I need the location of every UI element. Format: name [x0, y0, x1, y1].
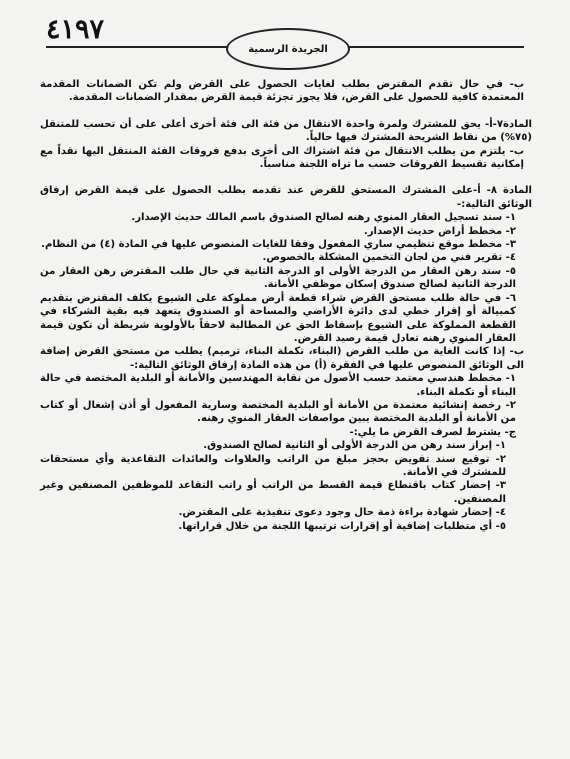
article-7-a: المادة٧-أ- يحق للمشترك ولمرة واحدة الانتقال من فئة الى فئة أخرى أعلى على أن تحسب للمتنقل (٧٥%) من نقاط الشريحة المشترك فيها حالياً.	[40, 118, 532, 144]
list-item: ١- إبراز سند رهن من الدرجة الأولى أو الثانية لصالح الصندوق.	[203, 440, 506, 452]
list-item: ١- مخطط هندسي معتمد حسب الأصول من نقابة المهندسين والأمانة أو البلدية المختصة في حالة البناء أو تكملة البناء.	[40, 373, 516, 398]
list-item: ٤- إحضار شهادة براءة ذمة حال وجود دعوى تنفيذية على المقترض.	[178, 507, 506, 519]
gazette-title-oval	[226, 28, 350, 70]
list-item: ٦- في حالة طلب مستحق القرض شراء قطعة أرض مملوكة على الشيوع يكلف المقترض بتقديم كمبيالة أو إقرار خطي لدى دائرة الأراضي والمساحة أو الصندوق يتعهد فيه بقية الشركاء في القطعة المملوكة على الشيوع بإسقاط الحق عن المطالبة لاحقاً بالأولوية شريطة أن تكون قيمة العقار المنوي رهنه تعادل قيمة رصيد القرض.	[40, 292, 516, 344]
list-item: ٥- أي متطلبات إضافية أو إقرارات ترتيبها اللجنة من خلال قراراتها.	[178, 520, 506, 532]
document-body	[40, 78, 532, 533]
list-item: ٣- إحضار كتاب باقتطاع قيمة القسط من الراتب أو راتب التقاعد للموظفين المصنفين وغير المصنفين.	[40, 480, 506, 505]
article-8-intro: المادة ٨- أ-على المشترك المستحق للقرض عند تقدمه بطلب الحصول على قيمة القرض إرفاق الوثائق التالية:-	[40, 185, 532, 210]
article-8-b: ب- إذا كانت الغاية من طلب القرض (البناء، تكملة البناء، ترميم) يطلب من مستحق القرض إضافة الى الوثائق المنصوص عليها في الفقرة (أ) من هذه المادة إرفاق الوثائق التالية:-	[40, 346, 524, 371]
list-item: ٢- رخصة إنشائية معتمدة من الأمانة أو البلدية المختصة وسارية المفعول أو أذن إشغال أو كتاب من الأمانة أو البلدية المختصة يبين مواصفات العقار المنوي رهنه.	[40, 399, 516, 425]
gazette-title: الجريدة الرسمية	[248, 43, 328, 55]
page-number: ٤١٩٧	[46, 14, 105, 45]
article-7-b: ب- يلتزم من يطلب الانتقال من فئة اشتراك الى أخرى بدفع فروقات الفئة المنتقل اليها نقداً مع إمكانية تقسيط الفروقات حسب ما تراه اللجنة مناسباً.	[40, 145, 524, 171]
list-item: ٣- مخطط موقع تنظيمي ساري المفعول وفقا للغايات المنصوص عليها في المادة (٤) من النظام.	[41, 239, 516, 251]
list-item: ١- سند تسجيل العقار المنوي رهنه لصالح الصندوق باسم المالك حديث الإصدار.	[131, 212, 516, 224]
list-item: ٥- سند رهن العقار من الدرجة الأولى او الدرجة الثانية في حال طلب المقترض رهن العقار من الدرجة الثانية لصالح صندوق إسكان موظفي الأمانة.	[40, 265, 516, 291]
list-item: ٢- مخطط أراض حديث الإصدار.	[363, 225, 516, 237]
paragraph-b-guarantees: ب- في حال تقدم المقترض بطلب لغايات الحصول على القرض ولم تكن الضمانات المقدمة المعتمدة كافية للحصول على القرض، فلا يجوز تجزئة قيمة القرض بمقدار الضمانات المقدمة.	[40, 79, 524, 104]
list-item: ٤- تقرير فني من لجان التخمين المشكلة بالخصوص.	[262, 252, 516, 264]
article-8-c: ج- يشترط لصرف القرض ما يلي:-	[349, 426, 516, 438]
list-item: ٢- توقيع سند تفويض بحجز مبلغ من الراتب والعلاوات والعائدات التقاعدية وأي مستحقات للمشترك في الأمانة.	[40, 453, 506, 478]
